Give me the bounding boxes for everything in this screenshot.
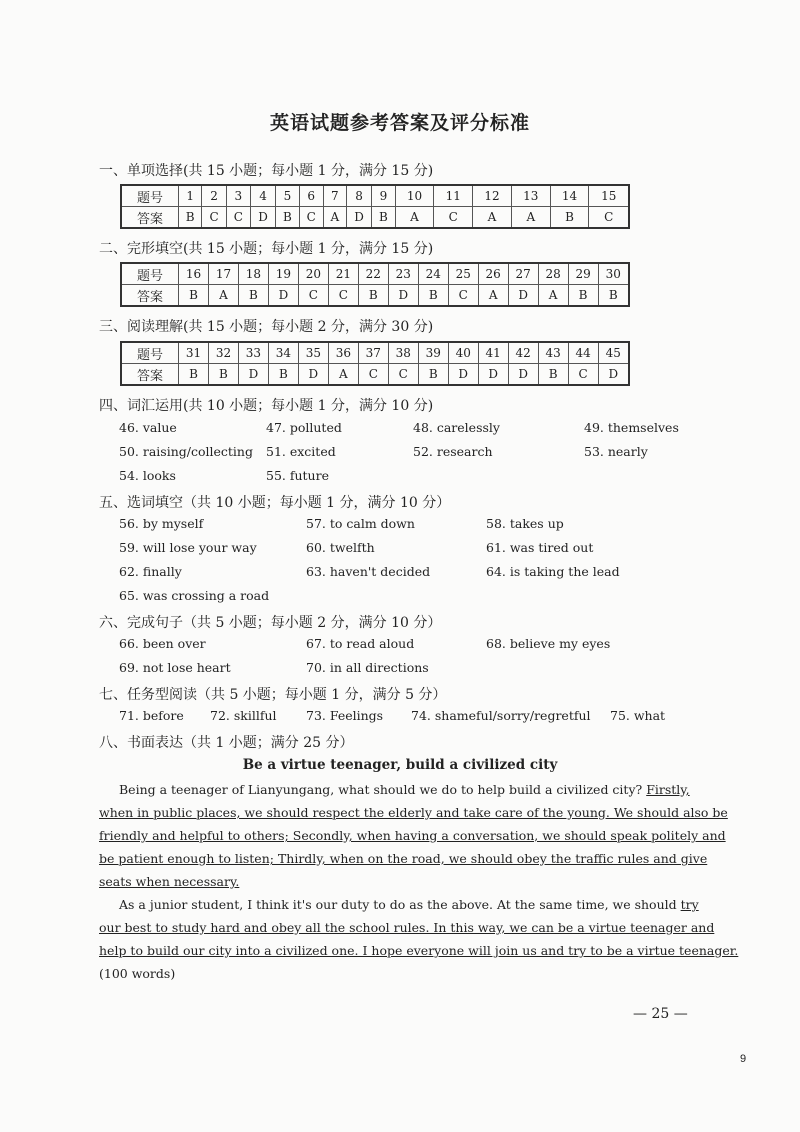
table-cell: 38 (388, 342, 418, 364)
table-cell: B (238, 285, 268, 307)
table-cell: B (598, 285, 629, 307)
table-cell: 23 (388, 263, 418, 285)
essay-line: be patient enough to listen; Thirdly, when on the road, we should obey the traffic rules and give (99, 851, 708, 866)
table-cell: D (388, 285, 418, 307)
essay-text: As a junior student, I think it's our duty to do as the above. At the same time, we should (119, 897, 681, 912)
answer-item: 61. was tired out (486, 540, 594, 555)
table-cell: B (418, 364, 448, 386)
answer-table-1 (120, 184, 630, 229)
answer-item: 50. raising/collecting (119, 444, 253, 459)
section-heading-1: 一、单项选择(共 15 小题；每小题 1 分，满分 15 分) (99, 163, 434, 179)
answer-item: 70. in all directions (306, 660, 429, 675)
answer-item: 58. takes up (486, 516, 564, 531)
table-cell: 13 (511, 185, 550, 207)
answer-item: 49. themselves (584, 420, 679, 435)
essay-line (99, 897, 699, 912)
table-cell: 3 (226, 185, 250, 207)
table-cell: 43 (538, 342, 568, 364)
answer-item: 57. to calm down (306, 516, 415, 531)
section-heading-3: 三、阅读理解(共 15 小题；每小题 2 分，满分 30 分) (99, 319, 434, 335)
table-cell: C (434, 207, 473, 229)
answer-item: 55. future (266, 468, 329, 483)
essay-line: friendly and helpful to others; Secondly, when having a conversation, we should speak politely and (99, 828, 726, 843)
table-cell: 11 (434, 185, 473, 207)
table-cell: B (179, 207, 202, 229)
answer-item: 51. excited (266, 444, 336, 459)
answer-item: 62. finally (119, 564, 182, 579)
table-cell: 2 (202, 185, 226, 207)
table-cell: C (298, 285, 328, 307)
table-cell: 21 (328, 263, 358, 285)
essay-line: our best to study hard and obey all the school rules. In this way, we can be a virtue teenager and (99, 920, 715, 935)
table-cell: 33 (238, 342, 268, 364)
table-cell: 31 (179, 342, 209, 364)
answer-item: 64. is taking the lead (486, 564, 620, 579)
table-cell: 44 (568, 342, 598, 364)
table-cell: A (395, 207, 434, 229)
table-cell: 45 (598, 342, 629, 364)
table-cell: B (568, 285, 598, 307)
answer-item: 52. research (413, 444, 493, 459)
table-cell: D (598, 364, 629, 386)
answer-item: 59. will lose your way (119, 540, 257, 555)
row-label-num: 题号 (121, 185, 179, 207)
table-cell: 12 (473, 185, 512, 207)
answer-item: 56. by myself (119, 516, 204, 531)
table-cell: C (328, 285, 358, 307)
table-cell: A (478, 285, 508, 307)
table-cell: 1 (179, 185, 202, 207)
essay-title: Be a virtue teenager, build a civilized city (242, 757, 558, 773)
essay-line: help to build our city into a civilized one. I hope everyone will join us and try to be a virtue teenager. (99, 943, 739, 958)
table-cell: 41 (478, 342, 508, 364)
table-cell: A (328, 364, 358, 386)
table-cell: 9 (372, 185, 395, 207)
table-cell: 29 (568, 263, 598, 285)
essay-text-underlined: try (680, 897, 699, 912)
table-row-numbers (121, 185, 629, 207)
answer-item: 67. to read aloud (306, 636, 415, 651)
essay-text-underlined: Firstly, (646, 782, 690, 797)
answer-item: 74. shameful/sorry/regretful (411, 708, 591, 723)
table-row-numbers (121, 263, 629, 285)
answer-table-2 (120, 262, 630, 307)
answer-item: 63. haven't decided (306, 564, 431, 579)
table-cell: B (538, 364, 568, 386)
table-cell: 7 (323, 185, 346, 207)
table-row-numbers (121, 342, 629, 364)
table-cell: 24 (418, 263, 448, 285)
answer-item: 60. twelfth (306, 540, 375, 555)
table-row-answers (121, 364, 629, 386)
table-cell: 6 (299, 185, 323, 207)
table-cell: 26 (478, 263, 508, 285)
section-heading-5: 五、选词填空（共 10 小题；每小题 1 分，满分 10 分） (99, 495, 451, 511)
row-label-ans: 答案 (121, 207, 179, 229)
table-cell: C (299, 207, 323, 229)
table-cell: 40 (448, 342, 478, 364)
table-cell: A (511, 207, 550, 229)
row-label-num: 题号 (121, 342, 179, 364)
table-cell: 15 (589, 185, 629, 207)
answer-item: 46. value (119, 420, 177, 435)
answer-item: 71. before (119, 708, 184, 723)
row-label-ans: 答案 (121, 285, 179, 307)
table-cell: B (358, 285, 388, 307)
table-cell: 14 (550, 185, 589, 207)
answer-item: 54. looks (119, 468, 176, 483)
table-cell: 27 (508, 263, 538, 285)
table-cell: 28 (538, 263, 568, 285)
table-cell: 5 (276, 185, 299, 207)
table-cell: 17 (208, 263, 238, 285)
sheet-number: 9 (740, 1053, 747, 1065)
table-cell: 34 (268, 342, 298, 364)
table-cell: C (226, 207, 250, 229)
table-cell: 4 (250, 185, 275, 207)
table-cell: B (179, 364, 209, 386)
table-cell: 25 (448, 263, 478, 285)
table-cell: 20 (298, 263, 328, 285)
answer-item: 47. polluted (266, 420, 342, 435)
table-cell: B (208, 364, 238, 386)
table-cell: 42 (508, 342, 538, 364)
table-cell: D (508, 364, 538, 386)
table-cell: B (179, 285, 209, 307)
section-heading-7: 七、任务型阅读（共 5 小题；每小题 1 分，满分 5 分） (99, 687, 447, 703)
table-cell: C (202, 207, 226, 229)
table-cell: C (568, 364, 598, 386)
answer-item: 75. what (610, 708, 666, 723)
section-heading-6: 六、完成句子（共 5 小题；每小题 2 分，满分 10 分） (99, 615, 442, 631)
table-cell: A (208, 285, 238, 307)
table-cell: D (508, 285, 538, 307)
table-cell: 16 (179, 263, 209, 285)
answer-item: 73. Feelings (306, 708, 384, 723)
answer-item: 65. was crossing a road (119, 588, 270, 603)
table-row-answers (121, 207, 629, 229)
page-title: 英语试题参考答案及评分标准 (269, 112, 530, 134)
table-cell: 36 (328, 342, 358, 364)
table-cell: B (372, 207, 395, 229)
table-cell: C (448, 285, 478, 307)
table-cell: 39 (418, 342, 448, 364)
table-cell: 22 (358, 263, 388, 285)
table-cell: 10 (395, 185, 434, 207)
table-cell: 19 (268, 263, 298, 285)
table-cell: 35 (298, 342, 328, 364)
essay-line: seats when necessary. (99, 874, 240, 889)
table-cell: D (478, 364, 508, 386)
table-cell: D (298, 364, 328, 386)
table-cell: B (268, 364, 298, 386)
essay-line (99, 782, 699, 797)
section-heading-8: 八、书面表达（共 1 小题；满分 25 分） (99, 735, 354, 751)
section-heading-4: 四、词汇运用(共 10 小题；每小题 1 分，满分 10 分) (99, 398, 434, 414)
section-heading-2: 二、完形填空(共 15 小题；每小题 1 分，满分 15 分) (99, 241, 434, 257)
table-cell: C (388, 364, 418, 386)
page-number: — 25 — (633, 1006, 688, 1022)
table-cell: 37 (358, 342, 388, 364)
answer-table-3 (120, 341, 630, 386)
answer-item: 68. believe my eyes (486, 636, 611, 651)
table-cell: C (358, 364, 388, 386)
answer-item: 53. nearly (584, 444, 648, 459)
answer-item: 66. been over (119, 636, 206, 651)
essay-text: Being a teenager of Lianyungang, what should we do to help build a civilized city? (119, 782, 647, 797)
table-cell: 8 (346, 185, 371, 207)
answer-item: 48. carelessly (413, 420, 500, 435)
answer-item: 69. not lose heart (119, 660, 231, 675)
table-cell: B (418, 285, 448, 307)
table-cell: D (268, 285, 298, 307)
row-label-ans: 答案 (121, 364, 179, 386)
table-row-answers (121, 285, 629, 307)
table-cell: 30 (598, 263, 629, 285)
table-cell: D (346, 207, 371, 229)
table-cell: 18 (238, 263, 268, 285)
table-cell: D (448, 364, 478, 386)
table-cell: A (538, 285, 568, 307)
table-cell: B (550, 207, 589, 229)
essay-line: when in public places, we should respect the elderly and take care of the young. We should also be (99, 805, 728, 820)
table-cell: D (238, 364, 268, 386)
table-cell: C (589, 207, 629, 229)
table-cell: 32 (208, 342, 238, 364)
table-cell: B (276, 207, 299, 229)
table-cell: A (323, 207, 346, 229)
table-cell: A (473, 207, 512, 229)
answer-item: 72. skillful (210, 708, 277, 723)
row-label-num: 题号 (121, 263, 179, 285)
essay-word-count: (100 words) (99, 966, 176, 981)
table-cell: D (250, 207, 275, 229)
